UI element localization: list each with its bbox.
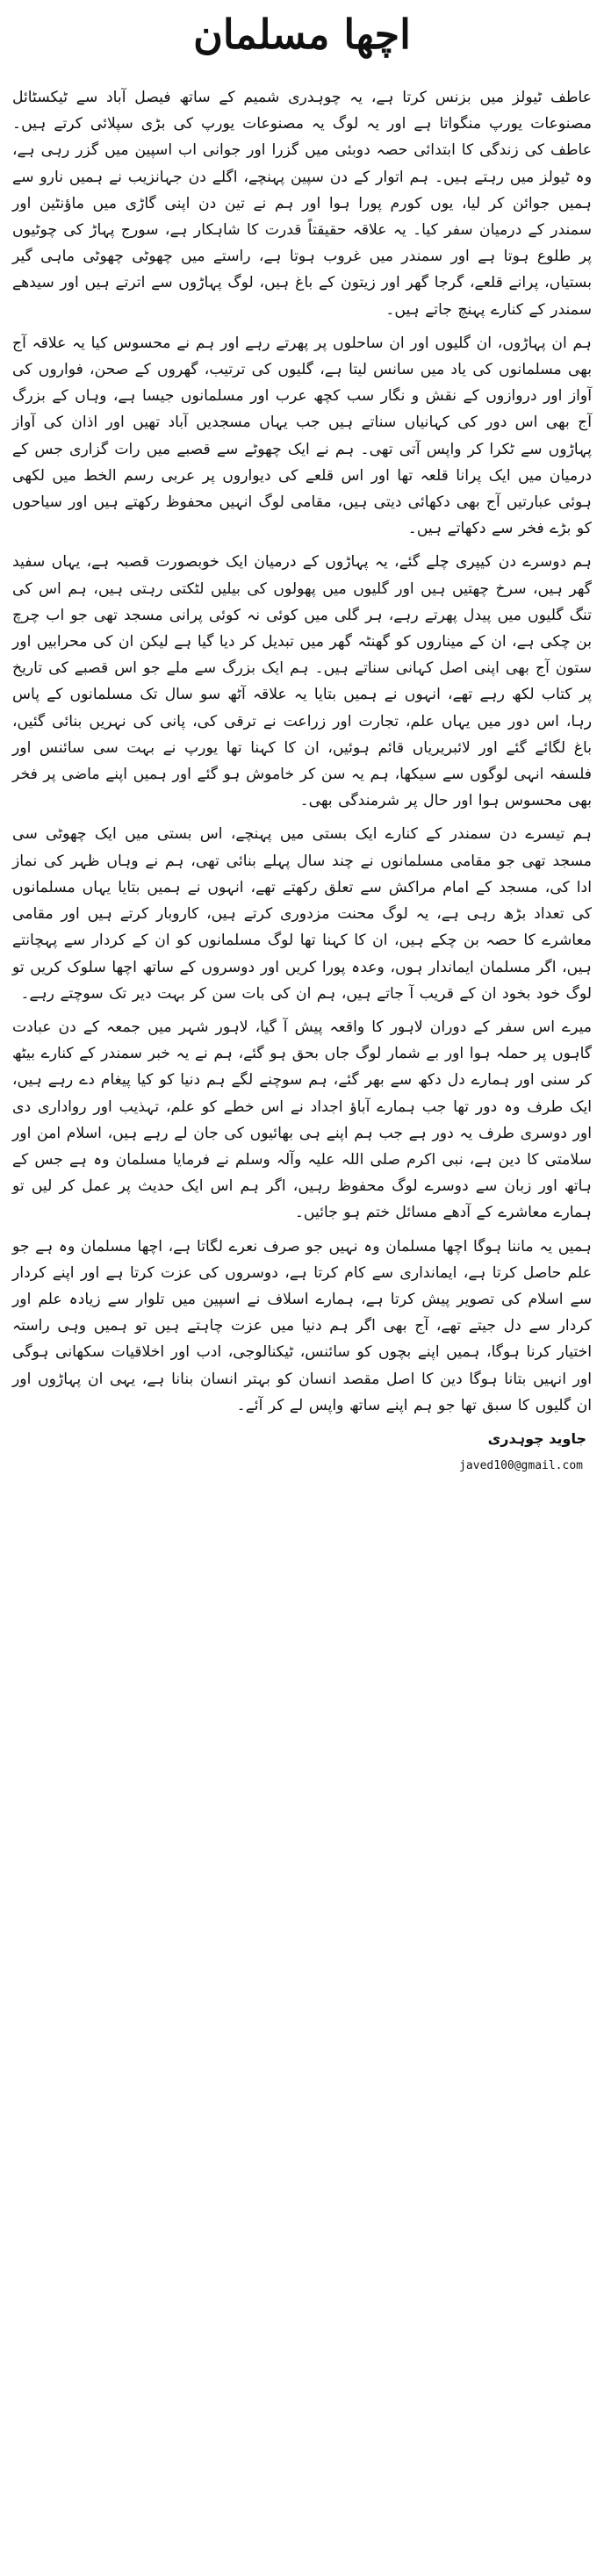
article-paragraph: میرے اس سفر کے دوران لاہور کا واقعہ پیش آ گیا، لاہور شہر میں جمعہ کے دن عبادت گاہوں پر حملہ ہوا اور بے شمار لوگ جاں بحق ہو گئے، ہم نے یہ خبر سمندر کے کنارے بیٹھ کر سنی اور ہمارے دل دکھ سے بھر گئے، ہم سوچنے لگے ہم دنیا کو کیا پیغام دے رہے ہیں، ایک طرف وہ دور تھا جب ہمارے آباؤ اجداد نے اس خطے کو علم، تہذیب اور رواداری دی اور دوسری طرف یہ دور ہے جب ہم اپنے ہی بھائیوں کی جان لے رہے ہیں، اسلام امن اور سلامتی کا دین ہے، نبی اکرم صلی اللہ علیہ وآلہ وسلم نے فرمایا مسلمان وہ ہے جس کے ہاتھ اور زبان سے دوسرے لوگ محفوظ رہیں، اگر ہم اس ایک حدیث پر عمل کر لیں تو ہمارے معاشرے کے آدھے مسائل ختم ہو جائیں۔ (12, 1018, 592, 1222)
article-paragraph: ہم تیسرے دن سمندر کے کنارے ایک بستی میں پہنچے، اس بستی میں ایک چھوٹی سی مسجد تھی جو مقامی مسلمانوں نے چند سال پہلے بنائی تھی، ہم نے وہاں ظہر کی نماز ادا کی، مسجد کے امام مراکش سے تعلق رکھتے تھے، انہوں نے ہمیں بتایا یہاں مسلمانوں کی تعداد بڑھ رہی ہے، یہ لوگ محنت مزدوری کرتے ہیں، کاروبار کرتے ہیں اور مقامی معاشرے کا حصہ بن چکے ہیں، ان کا کہنا تھا لوگ مسلمانوں کو ان کے کردار سے پہچانتے ہیں، اگر مسلمان ایماندار ہوں، وعدہ پورا کریں اور دوسروں کے ساتھ اچھا سلوک کریں تو لوگ خود بخود ان کے قریب آ جاتے ہیں، ہم ان کی بات سن کر بہت دیر تک سوچتے رہے۔ (12, 825, 592, 1003)
article-paragraph: ہمیں یہ ماننا ہوگا اچھا مسلمان وہ نہیں جو صرف نعرے لگاتا ہے، اچھا مسلمان وہ ہے جو علم حاصل کرتا ہے، ایمانداری سے کام کرتا ہے، دوسروں کی عزت کرتا ہے اور اپنے کردار سے اسلام کی تصویر پیش کرتا ہے، ہمارے اسلاف نے اسپین میں تلوار سے زیادہ علم اور کردار سے دل جیتے تھے، آج بھی اگر ہم دنیا میں عزت چاہتے ہیں تو ہمیں وہی راستہ اختیار کرنا ہوگا، ہمیں اپنے بچوں کو سائنس، ٹیکنالوجی، ادب اور اخلاقیات سکھانی ہوگی اور انہیں بتانا ہوگا دین کا اصل مقصد انسان کو بہتر انسان بنانا ہے، یہی ان پہاڑوں اور ان گلیوں کا سبق تھا جو ہم اپنے ساتھ واپس لے کر آئے۔ (12, 1237, 592, 1414)
author-email: javed100@gmail.com (459, 1458, 583, 1472)
article-title: اچھا مسلمان (193, 11, 411, 58)
article-paragraph: ہم ان پہاڑوں، ان گلیوں اور ان ساحلوں پر پھرتے رہے اور ہم نے محسوس کیا یہ علاقہ آج بھی مسلمانوں کی یاد میں سانس لیتا ہے، گلیوں کی ترتیب، گھروں کے صحن، فواروں کی آواز اور دروازوں کے نقش و نگار سب کچھ عرب اور مسلمانوں جیسا ہے، وہاں کے بزرگ آج بھی اس دور کی کہانیاں سناتے ہیں جب یہاں مسجدیں آباد تھیں اور اذان کی آواز پہاڑوں سے ٹکرا کر واپس آتی تھی۔ ہم نے ایک چھوٹے سے قصبے میں رات گزاری جس کے درمیان میں ایک پرانا قلعہ تھا اور اس قلعے کی دیواروں پر عربی رسم الخط میں لکھی ہوئی عبارتیں آج بھی دکھائی دیتی ہیں، مقامی لوگ انہیں محفوظ رکھتے ہیں اور سیاحوں کو بڑے فخر سے دکھاتے ہیں۔ (12, 334, 592, 538)
article-paragraph: ہم دوسرے دن کیپری چلے گئے، یہ پہاڑوں کے درمیان ایک خوبصورت قصبہ ہے، یہاں سفید گھر ہیں، سرخ چھتیں ہیں اور گلیوں میں پھولوں کی بیلیں لٹکتی رہتی ہیں، ہم اس کی تنگ گلیوں میں پیدل پھرتے رہے، ہر گلی میں کوئی نہ کوئی پرانی مسجد تھی جو اب چرچ بن چکی ہے، ان کے میناروں کو گھنٹہ گھر میں تبدیل کر دیا گیا ہے لیکن ان کی محرابیں اور ستون آج بھی اپنی اصل کہانی سناتے ہیں۔ ہم ایک بزرگ سے ملے جو اس قصبے کی تاریخ پر کتاب لکھ رہے تھے، انہوں نے ہمیں بتایا یہ علاقہ آٹھ سو سال تک مسلمانوں کے پاس رہا، اس دور میں یہاں علم، تجارت اور زراعت نے ترقی کی، پانی کی نہریں بنائی گئیں، باغ لگائے گئے اور لائبریریاں قائم ہوئیں، ان کا کہنا تھا یورپ نے بہت سی سائنس اور فلسفہ انہی لوگوں سے سیکھا، ہم یہ سن کر خاموش ہو گئے اور ہمیں اپنے ماضی پر فخر بھی محسوس ہوا اور حال پر شرمندگی بھی۔ (12, 553, 592, 810)
article-paragraph: عاطف ٹیولز میں بزنس کرتا ہے، یہ چوہدری شمیم کے ساتھ فیصل آباد سے ٹیکسٹائل مصنوعات یورپ منگواتا ہے اور یہ لوگ یہ مصنوعات یورپ کی بڑی سپلائی کرتے ہیں۔ عاطف کی زندگی کا ابتدائی حصہ دوبئی میں گزرا اور جوانی اب اسپین میں گزر رہی ہے، وہ ٹیولز میں رہتے ہیں۔ ہم اتوار کے دن سپین پہنچے، اگلے دن جہانزیب نے ہمیں نارو سے ہمیں جوائن کر لیا، یوں کورم پورا ہوا اور ہم نے تین دن اپنی گاڑی میں ماؤنٹین اور سمندر کے درمیان سفر کیا۔ یہ علاقہ حقیقتاً قدرت کا شاہکار ہے، سورج پہاڑ کی چوٹیوں پر طلوع ہوتا ہے اور سمندر میں غروب ہوتا ہے، راستے میں چھوٹی چھوٹی ماہی گیر بستیاں، پرانے قلعے، گرجا گھر اور زیتون کے باغ ہیں، لوگ پہاڑوں سے اترتے ہیں اور سیدھے سمندر کے کنارے پہنچ جاتے ہیں۔ (12, 89, 592, 319)
author-name: جاوید چوہدری (487, 1429, 586, 1447)
